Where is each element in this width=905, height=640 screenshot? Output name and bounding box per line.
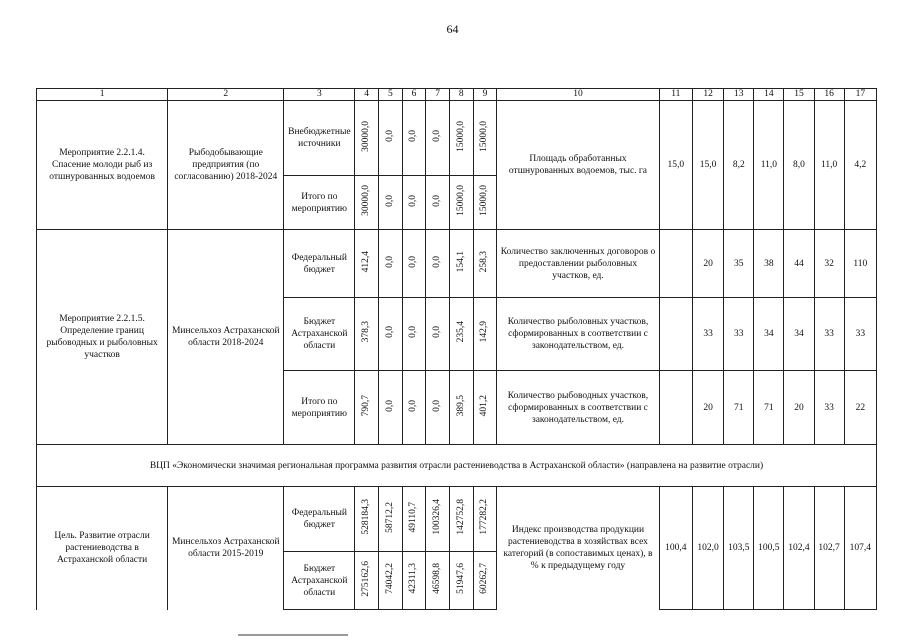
value-cell: 0,0	[379, 230, 403, 298]
value-cell: 412,4	[355, 230, 379, 298]
value-cell: 389,5	[449, 371, 473, 445]
indicator-value	[659, 371, 692, 445]
value-cell: 15000,0	[473, 176, 497, 230]
column-header: 13	[724, 89, 754, 101]
program-table	[36, 88, 877, 610]
executor-cell: Минсельхоз Астраханской области 2018-2024	[168, 230, 284, 445]
indicator-value: 20	[784, 371, 814, 445]
column-header: 3	[284, 89, 355, 101]
indicator-value: 44	[784, 230, 814, 298]
indicator-value: 34	[754, 298, 784, 371]
value-cell: 30000,0	[355, 176, 379, 230]
value-cell: 60262,7	[473, 552, 497, 610]
column-header: 6	[402, 89, 426, 101]
activity-cell: Мероприятие 2.2.1.4. Спасение молоди рыб из отшнурованных водоемов	[37, 101, 168, 230]
table-row	[37, 230, 877, 298]
indicator-value: 11,0	[814, 101, 844, 230]
indicator-cell: Количество рыболовных участков, сформированных в соответствии с законодательством, ед.	[497, 298, 659, 371]
indicator-value: 15,0	[693, 101, 724, 230]
value-cell: 15000,0	[473, 101, 497, 176]
indicator-cell: Количество заключенных договоров о предоставлении рыболовных участков, ед.	[497, 230, 659, 298]
indicator-value: 11,0	[754, 101, 784, 230]
value-cell: 0,0	[426, 371, 450, 445]
value-cell: 58712,2	[379, 487, 403, 552]
indicator-value: 32	[814, 230, 844, 298]
value-cell: 0,0	[402, 176, 426, 230]
value-cell: 0,0	[379, 371, 403, 445]
value-cell: 46598,8	[426, 552, 450, 610]
scan-artifact	[238, 634, 348, 640]
indicator-cell: Количество рыбоводных участков, сформированных в соответствии с законодательством, ед.	[497, 371, 659, 445]
table-row	[37, 101, 877, 176]
column-header: 2	[168, 89, 284, 101]
indicator-value	[659, 230, 692, 298]
column-header: 1	[37, 89, 168, 101]
column-header: 14	[754, 89, 784, 101]
table-row	[37, 445, 877, 487]
table-row	[37, 487, 877, 552]
value-cell: 142752,8	[449, 487, 473, 552]
value-cell: 15000,0	[449, 176, 473, 230]
value-cell: 177282,2	[473, 487, 497, 552]
value-cell: 0,0	[426, 101, 450, 176]
value-cell: 0,0	[402, 298, 426, 371]
indicator-value: 103,5	[724, 487, 754, 610]
indicator-value: 107,4	[844, 487, 876, 610]
value-cell: 258,3	[473, 230, 497, 298]
indicator-value: 33	[724, 298, 754, 371]
executor-cell: Минсельхоз Астраханской области 2015-2019	[168, 487, 284, 610]
indicator-value: 34	[784, 298, 814, 371]
funding-source-cell: Бюджет Астраханской области	[284, 298, 355, 371]
value-cell: 0,0	[426, 230, 450, 298]
indicator-value: 102,7	[814, 487, 844, 610]
column-header: 5	[379, 89, 403, 101]
activity-cell: Цель. Развитие отрасли растениеводства в Астраханской области	[37, 487, 168, 610]
column-header: 10	[497, 89, 659, 101]
indicator-cell: Площадь обработанных отшнурованных водоемов, тыс. га	[497, 101, 659, 230]
value-cell: 142,9	[473, 298, 497, 371]
funding-source-cell: Внебюджетные источники	[284, 101, 355, 176]
column-header: 12	[693, 89, 724, 101]
column-header: 8	[449, 89, 473, 101]
indicator-value: 100,4	[659, 487, 692, 610]
column-number-row	[37, 89, 877, 101]
indicator-value: 102,0	[693, 487, 724, 610]
funding-source-cell: Федеральный бюджет	[284, 487, 355, 552]
column-header: 15	[784, 89, 814, 101]
value-cell: 378,3	[355, 298, 379, 371]
indicator-value: 33	[693, 298, 724, 371]
indicator-value	[659, 298, 692, 371]
value-cell: 49110,7	[402, 487, 426, 552]
indicator-value: 100,5	[754, 487, 784, 610]
value-cell: 30000,0	[355, 101, 379, 176]
value-cell: 0,0	[426, 298, 450, 371]
column-header: 16	[814, 89, 844, 101]
indicator-value: 8,0	[784, 101, 814, 230]
column-header: 11	[659, 89, 692, 101]
value-cell: 42311,3	[402, 552, 426, 610]
value-cell: 0,0	[379, 298, 403, 371]
indicator-value: 38	[754, 230, 784, 298]
funding-source-cell: Бюджет Астраханской области	[284, 552, 355, 610]
section-banner: ВЦП «Экономически значимая региональная программа развития отрасли растениеводства в Астраханской области» (направлена на развитие отрасли)	[37, 445, 877, 487]
indicator-value: 71	[724, 371, 754, 445]
value-cell: 0,0	[426, 176, 450, 230]
value-cell: 0,0	[379, 101, 403, 176]
indicator-value: 33	[844, 298, 876, 371]
value-cell: 100326,4	[426, 487, 450, 552]
value-cell: 0,0	[402, 230, 426, 298]
indicator-value: 33	[814, 298, 844, 371]
column-header: 17	[844, 89, 876, 101]
value-cell: 0,0	[402, 371, 426, 445]
value-cell: 0,0	[379, 176, 403, 230]
indicator-value: 110	[844, 230, 876, 298]
funding-source-cell: Итого по мероприятию	[284, 176, 355, 230]
value-cell: 15000,0	[449, 101, 473, 176]
funding-source-cell: Итого по мероприятию	[284, 371, 355, 445]
value-cell: 790,7	[355, 371, 379, 445]
indicator-value: 4,2	[844, 101, 876, 230]
value-cell: 401,2	[473, 371, 497, 445]
indicator-value: 15,0	[659, 101, 692, 230]
indicator-value: 8,2	[724, 101, 754, 230]
indicator-value: 20	[693, 230, 724, 298]
column-header: 4	[355, 89, 379, 101]
indicator-value: 20	[693, 371, 724, 445]
indicator-cell: Индекс производства продукции растениеводства в хозяйствах всех категорий (в сопоставимых ценах), в % к предыдущему году	[497, 487, 659, 610]
value-cell: 154,1	[449, 230, 473, 298]
value-cell: 235,4	[449, 298, 473, 371]
indicator-value: 33	[814, 371, 844, 445]
column-header: 7	[426, 89, 450, 101]
value-cell: 528184,3	[355, 487, 379, 552]
funding-source-cell: Федеральный бюджет	[284, 230, 355, 298]
value-cell: 51947,6	[449, 552, 473, 610]
executor-cell: Рыбодобывающие предприятия (по согласованию) 2018-2024	[168, 101, 284, 230]
activity-cell: Мероприятие 2.2.1.5. Определение границ рыбоводных и рыболовных участков	[37, 230, 168, 445]
column-header: 9	[473, 89, 497, 101]
value-cell: 74042,2	[379, 552, 403, 610]
value-cell: 0,0	[402, 101, 426, 176]
indicator-value: 102,4	[784, 487, 814, 610]
page-number: 64	[446, 22, 459, 36]
indicator-value: 22	[844, 371, 876, 445]
indicator-value: 35	[724, 230, 754, 298]
value-cell: 275162,6	[355, 552, 379, 610]
indicator-value: 71	[754, 371, 784, 445]
